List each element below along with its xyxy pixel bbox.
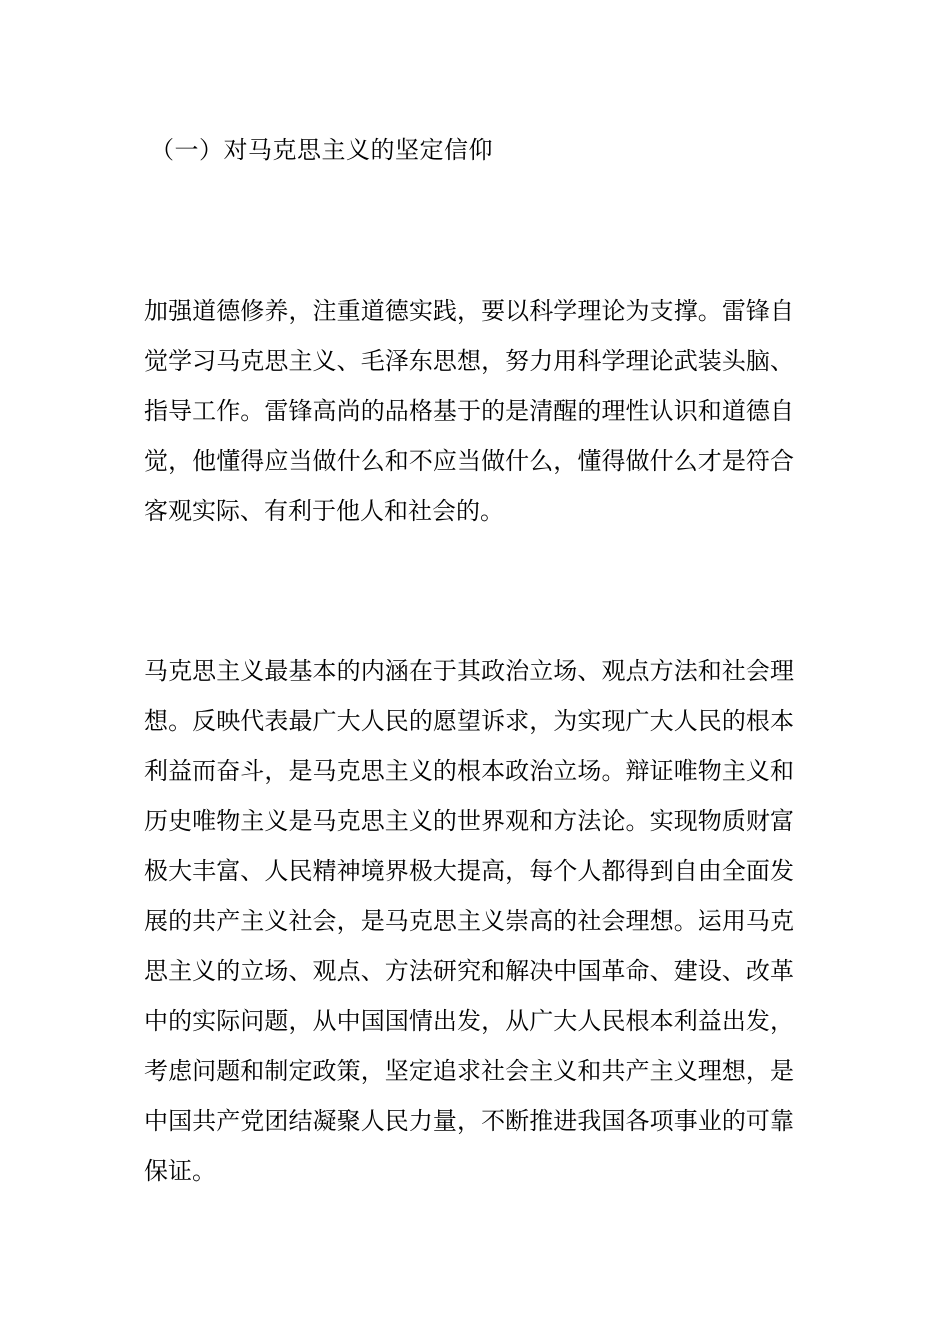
paragraph-line: 觉学习马克思主义、毛泽东思想，努力用科学理论武装头脑、 (144, 347, 794, 375)
paragraph (144, 646, 794, 1196)
paragraph-line: 中国共产党团结凝聚人民力量，不断推进我国各项事业的可靠 (144, 1107, 794, 1135)
section-heading: （一）对马克思主义的坚定信仰 (150, 136, 493, 164)
paragraph-line: 马克思主义最基本的内涵在于其政治立场、观点方法和社会理 (144, 657, 794, 685)
paragraph-line: 加强道德修养，注重道德实践，要以科学理论为支撑。雷锋自 (144, 297, 794, 325)
paragraph-line: 保证。 (144, 1157, 216, 1185)
paragraph-line: 考虑问题和制定政策，坚定追求社会主义和共产主义理想，是 (144, 1057, 794, 1085)
paragraph-line: 想。反映代表最广大人民的愿望诉求，为实现广大人民的根本 (144, 707, 794, 735)
paragraph-line: 指导工作。雷锋高尚的品格基于的是清醒的理性认识和道德自 (144, 397, 794, 425)
paragraph-line: 展的共产主义社会，是马克思主义崇高的社会理想。运用马克 (144, 907, 794, 935)
paragraph-line: 中的实际问题，从中国国情出发，从广大人民根本利益出发， (144, 1007, 794, 1035)
paragraph-line: 极大丰富、人民精神境界极大提高，每个人都得到自由全面发 (144, 857, 794, 885)
paragraph-line: 历史唯物主义是马克思主义的世界观和方法论。实现物质财富 (144, 807, 794, 835)
paragraph-line: 利益而奋斗，是马克思主义的根本政治立场。辩证唯物主义和 (144, 757, 794, 785)
paragraph-line: 觉，他懂得应当做什么和不应当做什么，懂得做什么才是符合 (144, 447, 794, 475)
paragraph (144, 286, 794, 536)
paragraph-line: 思主义的立场、观点、方法研究和解决中国革命、建设、改革 (144, 957, 794, 985)
paragraph-line: 客观实际、有利于他人和社会的。 (144, 497, 504, 525)
